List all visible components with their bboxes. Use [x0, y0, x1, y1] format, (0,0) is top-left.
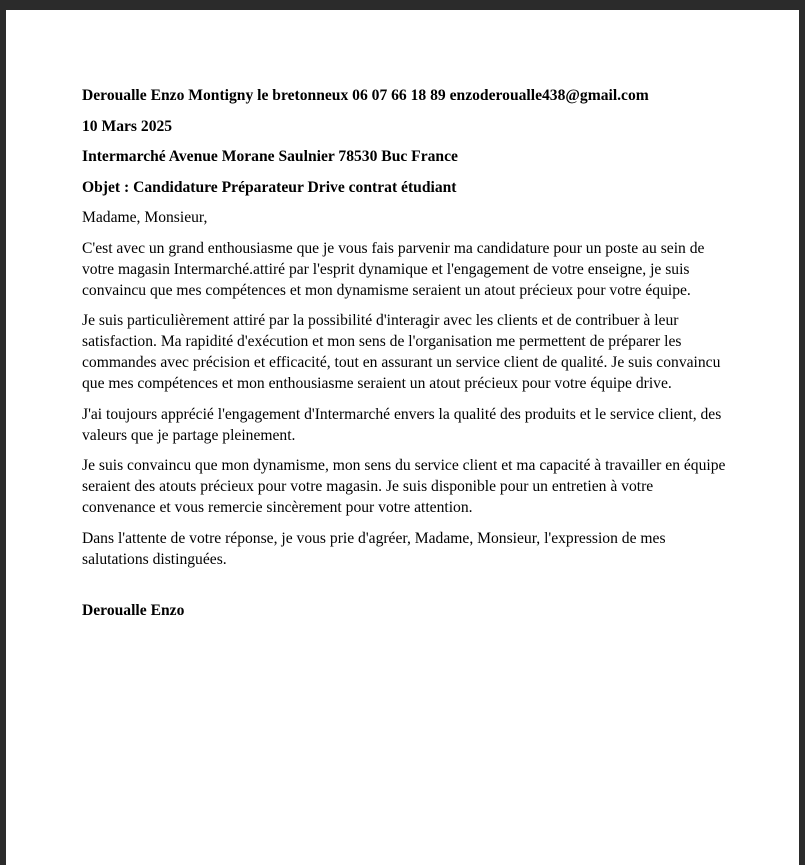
body-paragraph-1: C'est avec un grand enthousiasme que je vous fais parvenir ma candidature pour un poste au sein de votre magasin Intermarché.attiré par l'esprit dynamique et l'engagement de votre enseigne, je suis convaincu que mes compétences et mon dynamisme seraient un atout précieux pour votre équipe. [82, 239, 705, 299]
letter-subject: Objet : Candidature Préparateur Drive contrat étudiant [82, 178, 457, 196]
closing-paragraph: Dans l'attente de votre réponse, je vous prie d'agréer, Madame, Monsieur, l'expression de mes salutations distinguées. [82, 529, 666, 568]
salutation: Madame, Monsieur, [82, 209, 208, 226]
sender-header: Deroualle Enzo Montigny le bretonneux 06 07 66 18 89 enzoderoualle438@gmail.com [82, 87, 649, 104]
signature: Deroualle Enzo [82, 602, 185, 619]
letter-page [6, 10, 799, 865]
body-paragraph-3: J'ai toujours apprécié l'engagement d'Intermarché envers la qualité des produits et le service client, des valeurs que je partage pleinement. [82, 405, 722, 444]
body-paragraph-4: Je suis convaincu que mon dynamisme, mon sens du service client et ma capacité à travailler en équipe seraient des atouts précieux pour votre magasin. Je suis disponible pour un entretien à votre convenance et vous remercie sincèrement pour votre attention. [82, 457, 726, 516]
letter-date: 10 Mars 2025 [82, 117, 173, 135]
body-paragraph-2: Je suis particulièrement attiré par la possibilité d'interagir avec les clients et de contribuer à leur satisfaction. Ma rapidité d'exécution et mon sens de l'organisation me permettent de préparer les commandes avec précision et efficacité, tout en assurant un service client de qualité. Je suis convaincu que mes compétences et mon enthousiasme seraient un atout précieux pour votre équipe drive. [82, 312, 721, 392]
signature-spacer [82, 579, 729, 600]
recipient-address: Intermarché Avenue Morane Saulnier 78530 Buc France [82, 148, 458, 165]
